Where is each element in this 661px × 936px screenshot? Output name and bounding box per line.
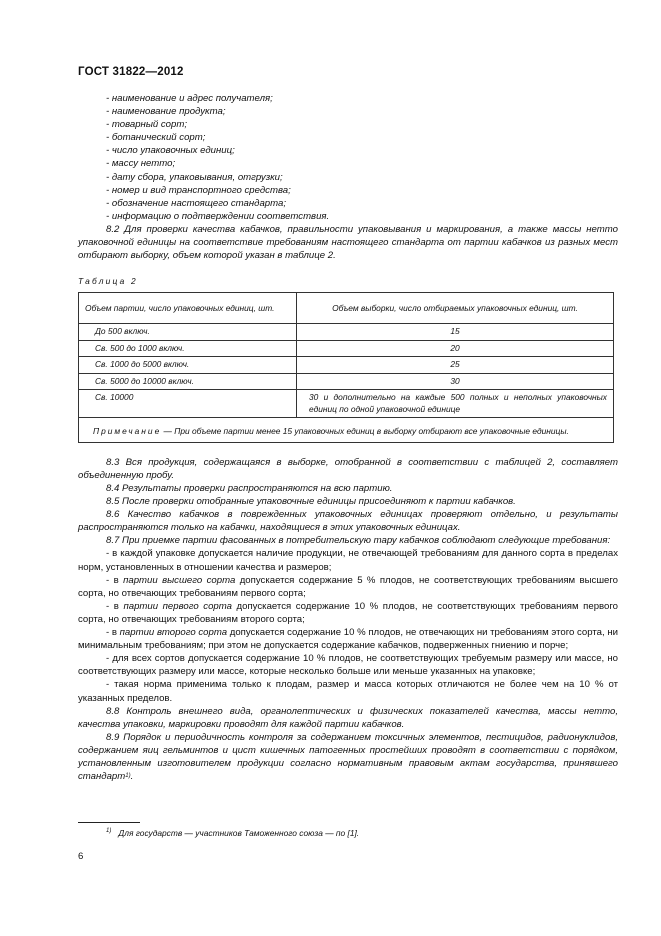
table-note-row xyxy=(79,418,614,443)
table-note xyxy=(79,418,614,443)
footnote-ref[interactable]: 1) xyxy=(125,773,131,780)
table-cell: 15 xyxy=(297,324,614,341)
requirement-2: - в партии высшего сорта допускается содержание 5 % плодов, не соответствующих требованиям высшего сорта, но отвечающих требованиям первого сорта; xyxy=(78,574,618,599)
paragraph-8-2: 8.2 Для проверки качества кабачков, правильности упаковывания и маркирования, а также массы нетто упаковочной единицы на соответствие требованиям настоящего стандарта от партии кабачков из разных мест отбирают выборку, объем которой указан в таблице 2. xyxy=(78,223,618,262)
footnote xyxy=(106,828,359,838)
list-item: - наименование и адрес получателя; xyxy=(106,93,273,104)
requirement-6: - такая норма применима только к плодам, размер и масса которых отличаются не более чем на 10 % от указанных пределов. xyxy=(78,679,618,704)
list-item: - товарный сорт; xyxy=(106,119,188,131)
list-item: - обозначение настоящего стандарта; xyxy=(106,197,286,209)
requirement-1: - в каждой упаковке допускается наличие продукции, не отвечающей требованиям для данного сорта в пределах норм, установленных в отношении качества и размеров; xyxy=(78,548,618,573)
paragraph-8-9: 8.9 Порядок и периодичность контроля за содержанием токсичных элементов, пестицидов, радионуклидов, содержанием яиц гельминтов и цист кишечных патогенных простейших проводят в соответствии с порядком, установленным изготовителем продукции согласно нормативным правовым актам государства, принявшего стандарт$^{1)}$. xyxy=(78,731,618,783)
paragraph-8-5: 8.5 После проверки отобранные упаковочные единицы присоединяют к партии кабачков. xyxy=(106,496,516,508)
table-cell: Св. 1000 до 5000 включ. xyxy=(79,357,297,374)
table-cell: 30 xyxy=(297,373,614,390)
document-header: ГОСТ 31822—2012 xyxy=(78,66,184,78)
document-body xyxy=(78,92,618,783)
table-cell: 30 и дополнительно на каждые 500 полных и неполных упаковочных единиц по одной упаковочной единице xyxy=(297,390,614,418)
table-cell: 25 xyxy=(297,357,614,374)
table-caption: Таблица 2 xyxy=(78,276,138,287)
list-item: - наименование продукта; xyxy=(106,106,226,118)
list-item: - число упаковочных единиц; xyxy=(106,145,235,157)
note-label: Примечание xyxy=(93,426,162,437)
table-row xyxy=(79,390,614,418)
paragraph-8-6: 8.6 Качество кабачков в поврежденных упаковочных единицах проверяют отдельно, и результаты распространяются только на кабачки, находящиеся в этих упаковочных единицах. xyxy=(78,509,618,534)
table-cell: Св. 5000 до 10000 включ. xyxy=(79,373,297,390)
table-row xyxy=(79,340,614,357)
footnote-divider xyxy=(78,822,140,823)
list-item: - массу нетто; xyxy=(106,158,176,170)
table-cell: Св. 500 до 1000 включ. xyxy=(79,340,297,357)
paragraph-8-3: 8.3 Вся продукция, содержащаяся в выборке, отобранной в соответствии с таблицей 2, составляет объединенную пробу. xyxy=(78,456,618,481)
paragraph-8-7: 8.7 При приемке партии фасованных в потребительскую тару кабачков соблюдают следующие требования: xyxy=(106,535,611,547)
list-item: - информацию о подтверждении соответствия. xyxy=(106,210,330,222)
table-cell: Св. 10000 xyxy=(79,390,297,418)
paragraph-8-8: 8.8 Контроль внешнего вида, органолептических и физических показателей качества, массы нетто, качества упаковки, маркировки проводят для каждой партии кабачков. xyxy=(78,705,618,730)
table-row xyxy=(79,357,614,374)
paragraph-8-4: 8.4 Результаты проверки распространяются на всю партию. xyxy=(106,483,393,494)
col-lot-size-header: Объем партии, число упаковочных единиц, шт. xyxy=(79,293,297,324)
requirement-3: - в партии первого сорта допускается содержание 10 % плодов, не соответствующих требованиям первого сорта, но отвечающих требованиям второго сорта; xyxy=(78,600,618,625)
requirement-4: - в партии второго сорта допускается содержание 10 % плодов, не отвечающих ни требованиям этого сорта, ни минимальным требованиям; при этом не допускается содержание кабачков, подверженных гниению и порче; xyxy=(78,627,618,652)
table-row xyxy=(79,324,614,341)
note-text: — При объеме партии менее 15 упаковочных единиц в выборку отбирают все упаковочные единицы. xyxy=(161,426,569,437)
table-header-row xyxy=(79,293,614,324)
sample-size-table xyxy=(78,292,614,443)
footnote-text: Для государств — участников Таможенного союза — по [1]. xyxy=(118,828,360,838)
col-sample-size-header: Объем выборки, число отбираемых упаковочных единиц, шт. xyxy=(297,293,614,324)
table-row xyxy=(79,373,614,390)
requirement-5: - для всех сортов допускается содержание 10 % плодов, не соответствующих требуемым размеру или массе, но соответствующих размеру или массе, которые несколько больше или меньше указанных на упаковке; xyxy=(78,653,618,678)
table-cell: 20 xyxy=(297,340,614,357)
page-number: 6 xyxy=(78,851,84,862)
table-cell: До 500 включ. xyxy=(79,324,297,341)
list-item: - ботанический сорт; xyxy=(106,132,206,144)
list-item: - номер и вид транспортного средства; xyxy=(106,184,291,196)
marking-list xyxy=(78,92,618,223)
list-item: - дату сбора, упаковывания, отгрузки; xyxy=(106,171,283,183)
footnote-marker: 1) xyxy=(106,828,112,834)
